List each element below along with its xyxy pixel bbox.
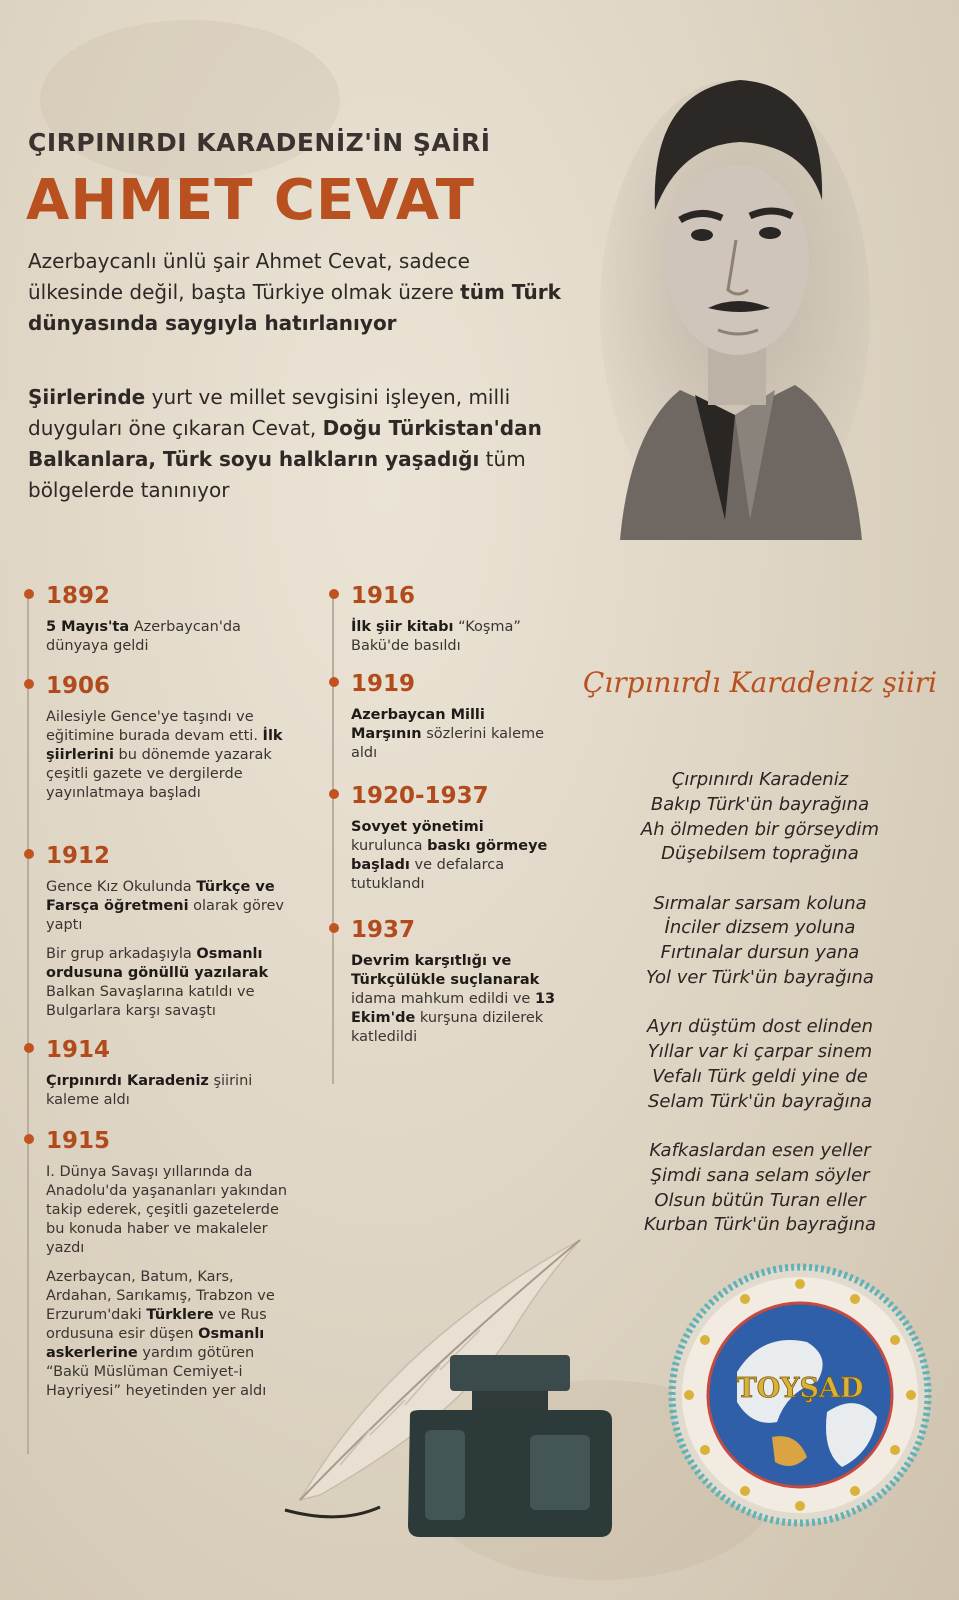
poem-line: Yıllar var ki çarpar sinem (647, 1041, 873, 1063)
timeline-dot (329, 789, 339, 799)
page-title: AHMET CEVAT (26, 168, 475, 233)
intro-text-span: tüm Türk dünyasında saygıyla hatırlanıyor (28, 280, 561, 335)
intro-text-span: yurt ve millet sevgisini işleyen, milli duyguları öne çıkaran Cevat, (28, 385, 511, 440)
poem-line: Olsun bütün Turan eller (654, 1189, 866, 1211)
timeline-item (351, 782, 556, 904)
poem-stanza (570, 892, 950, 991)
timeline-item (46, 672, 291, 813)
timeline-item (46, 582, 291, 666)
poem-line: Sırmalar sarsam koluna (653, 892, 867, 914)
timeline-year: 1916 (351, 583, 416, 609)
portrait-photo-icon (600, 50, 870, 540)
poem-stanza (570, 768, 950, 867)
timeline-item (351, 670, 556, 773)
timeline-item (46, 842, 291, 1031)
timeline-year: 1915 (46, 1128, 111, 1154)
timeline-dot (24, 1134, 34, 1144)
quill-and-inkwell-icon (280, 1225, 625, 1545)
timeline-dot (329, 677, 339, 687)
timeline-description: Azerbaycan Milli Marşının sözlerini kaleme aldı (351, 707, 545, 761)
timeline-description: Ailesiyle Gence'ye taşındı ve eğitimine burada devam etti. İlk şiirlerini bu dönemde yazarak çeşitli gazete ve dergilerde yayınlatmaya başladı (46, 709, 283, 801)
poem-stanza (570, 1015, 950, 1114)
poem-line: Fırtınalar dursun yana (660, 942, 860, 964)
intro-text-span: Doğu Türkistan'dan Balkanlara, Türk soyu halkların yaşadığı (28, 416, 542, 471)
timeline-description: Devrim karşıtlığı ve Türkçülükle suçlanarak idama mahkum edildi ve 13 Ekim'de kurşuna dizilerek katledildi (351, 953, 556, 1045)
intro-paragraph-2 (28, 382, 568, 506)
timeline-year: 1912 (46, 843, 111, 869)
timeline-line-right (332, 594, 334, 1084)
timeline-item (46, 1127, 291, 1411)
timeline-year: 1937 (351, 917, 416, 943)
timeline-description: İlk şiir kitabı “Koşma” Bakü'de basıldı (351, 619, 521, 654)
timeline-dot (329, 923, 339, 933)
intro-text-span: tüm bölgelerde tanınıyor (28, 447, 526, 502)
poem-line: Bakıp Türk'ün bayrağına (650, 793, 870, 815)
timeline-item (351, 916, 556, 1057)
timeline-dot (24, 849, 34, 859)
timeline-description: I. Dünya Savaşı yıllarında da Anadolu'da yaşananları yakından takip ederek, çeşitli gazetelerde bu konuda haber ve makaleler yazdı Azerbaycan, Batum, Kars, Ardahan, Sarıkamış, Trabzon ve Erzurum'daki Türklere ve Rus ordusuna esir düşen Osmanlı askerlerine yardım götüren “Bakü Müslüman Cemiyet-i Hayriyesi” heyetinden yer aldı (46, 1164, 288, 1399)
poem-line: Şimdi sana selam söyler (650, 1164, 870, 1186)
poem-line: Düşebilsem toprağına (661, 843, 859, 865)
timeline-year: 1906 (46, 673, 111, 699)
poem-line: İnciler dizsem yoluna (664, 917, 856, 939)
timeline-dot (24, 679, 34, 689)
poem-line: Kurban Türk'ün bayrağına (643, 1214, 877, 1236)
intro-text-span: Şiirlerinde (28, 385, 146, 409)
timeline-item (351, 582, 556, 666)
poem-line: Vefalı Türk geldi yine de (652, 1065, 868, 1087)
page-subtitle: ÇIRPINIRDI KARADENİZ'İN ŞAİRİ (28, 128, 491, 157)
poem-line: Ah ölmeden bir görseydim (640, 818, 880, 840)
intro-text-span: Azerbaycanlı ünlü şair Ahmet Cevat, sadece ülkesinde değil, başta Türkiye olmak üzere (28, 249, 470, 304)
timeline-description: Sovyet yönetimi kurulunca baskı görmeye başladı ve defalarca tutuklandı (351, 819, 548, 892)
timeline-dot (24, 589, 34, 599)
timeline-line-left (27, 594, 29, 1454)
poem-title: Çırpınırdı Karadeniz şiiri (582, 666, 938, 699)
timeline-year: 1892 (46, 583, 111, 609)
poem-stanza (570, 1139, 950, 1238)
logo-text: TOYŞAD (736, 1373, 864, 1404)
poem-line: Ayrı düştüm dost elinden (646, 1016, 873, 1038)
intro-paragraph-1 (28, 246, 568, 339)
toysad-logo-icon (667, 1262, 933, 1528)
timeline-description: 5 Mayıs'ta Azerbaycan'da dünyaya geldi (46, 619, 241, 654)
poem-line: Selam Türk'ün bayrağına (647, 1090, 873, 1112)
poem-line: Kafkaslardan esen yeller (649, 1140, 871, 1162)
timeline-description: Çırpınırdı Karadeniz şiirini kaleme aldı (46, 1073, 253, 1108)
timeline-description: Gence Kız Okulunda Türkçe ve Farsça öğretmeni olarak görev yaptı Bir grup arkadaşıyla Osmanlı ordusuna gönüllü yazılarak Balkan Savaşlarına katıldı ve Bulgarlara karşı savaştı (46, 879, 285, 1019)
timeline-dot (329, 589, 339, 599)
timeline-year: 1914 (46, 1037, 111, 1063)
timeline-item (46, 1036, 291, 1120)
poem-line: Yol ver Türk'ün bayrağına (646, 967, 874, 989)
poem-body (570, 768, 950, 1263)
poem-line: Çırpınırdı Karadeniz (671, 769, 849, 790)
timeline-year: 1919 (351, 671, 416, 697)
timeline-year: 1920-1937 (351, 783, 489, 809)
timeline-dot (24, 1043, 34, 1053)
